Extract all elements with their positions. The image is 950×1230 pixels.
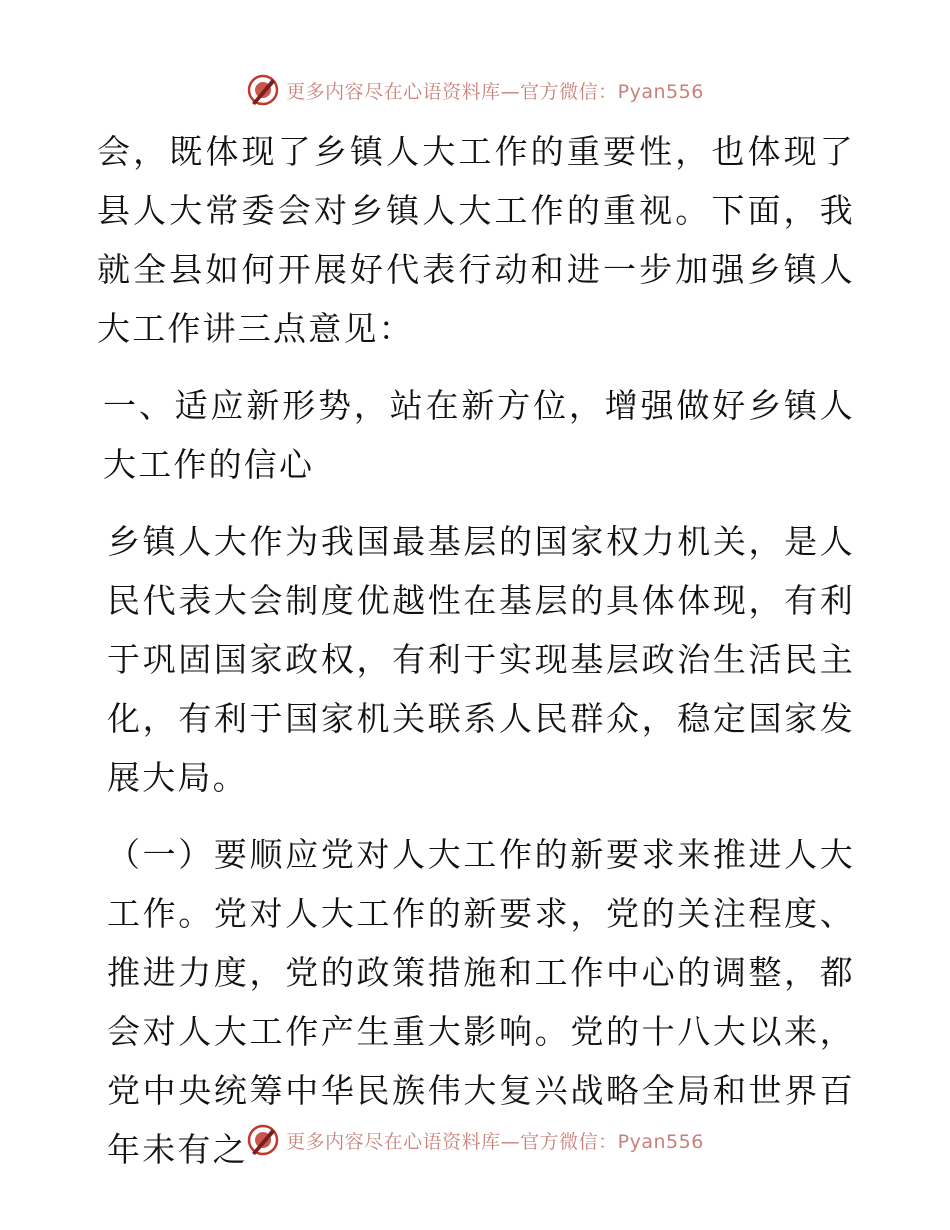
- watermark-banner-bottom: [0, 1122, 950, 1158]
- section-heading-1: 一、适应新形势，站在新方位，增强做好乡镇人大工作的信心: [103, 386, 855, 484]
- paragraph-intro-continuation: 会，既体现了乡镇人大工作的重要性，也体现了县人大常委会对乡镇人大工作的重视。下面，我就全县如何开展好代表行动和进一步加强乡镇人大工作讲三点意见：: [97, 132, 855, 348]
- watermark-text: 更多内容尽在心语资料库—官方微信：Pyan556: [286, 80, 704, 103]
- paragraph-subsection-1: （一）要顺应党对人大工作的新要求来推进人大工作。党对人大工作的新要求，党的关注程度、推进力度，党的政策措施和工作中心的调整，都会对人大工作产生重大影响。党的十八大以来，党中央统筹中华民族伟大复兴战略全局和世界百年未有之: [107, 835, 855, 1169]
- document-body: [97, 122, 855, 1179]
- quill-seal-logo-icon: [246, 73, 280, 107]
- quill-seal-logo-icon: [246, 1123, 280, 1157]
- paragraph-township-congress: 乡镇人大作为我国最基层的国家权力机关，是人民代表大会制度优越性在基层的具体体现，有利于巩固国家政权，有利于实现基层政治生活民主化，有利于国家机关联系人民群众，稳定国家发展大局。: [107, 522, 855, 797]
- watermark-text: 更多内容尽在心语资料库—官方微信：Pyan556: [286, 1130, 704, 1153]
- watermark-banner-top: [0, 72, 950, 108]
